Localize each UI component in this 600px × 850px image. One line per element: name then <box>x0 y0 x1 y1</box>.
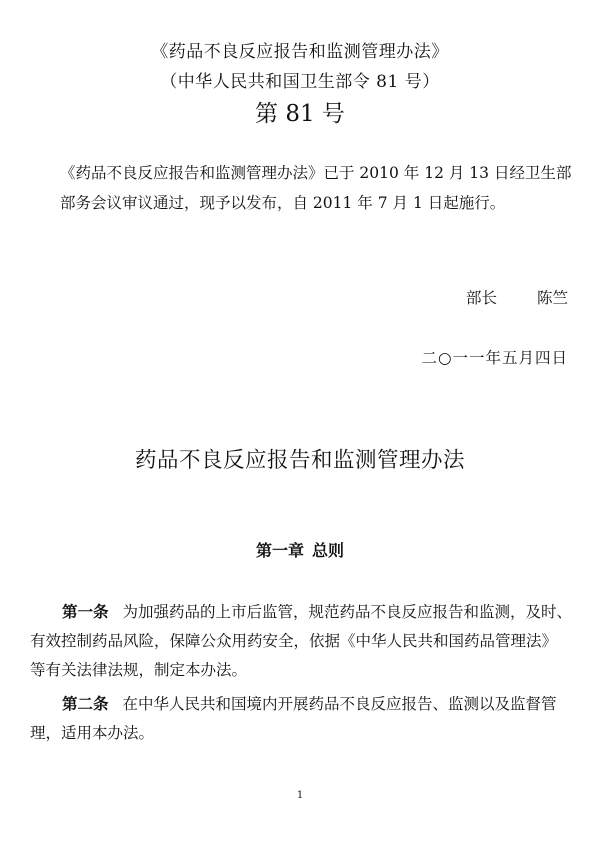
chapter-name: 总则 <box>312 541 345 560</box>
article-2-text-line2: 理，适用本办法。 <box>30 724 155 742</box>
article-1-text-line2: 有效控制药品风险，保障公众用药安全，依据《中华人民共和国药品管理法》 <box>30 632 558 650</box>
announcement-line2: 部务会议审议通过，现予以发布，自 2011 年 7 月 1 日起施行。 <box>60 194 506 212</box>
article-1-text-line1: 为加强药品的上市后监管，规范药品不良反应报告和监测，及时、 <box>122 603 573 621</box>
article-1-text-line3: 等有关法律法规，制定本办法。 <box>30 661 248 679</box>
announcement-paragraph <box>60 158 572 218</box>
article-2-number: 第二条 <box>62 695 109 713</box>
announcement-line1: 《药品不良反应报告和监测管理办法》已于 2010 年 12 月 13 日经卫生部 <box>60 164 572 182</box>
article-1 <box>30 598 575 685</box>
law-title: 药品不良反应报告和监测管理办法 <box>134 448 465 473</box>
article-1-number: 第一条 <box>62 603 109 621</box>
signature-position: 部长 <box>465 289 497 307</box>
document-title-line1: 《药品不良反应报告和监测管理办法》 <box>151 42 449 62</box>
chapter-heading <box>0 538 600 561</box>
article-2-text-line1: 在中华人民共和国境内开展药品不良反应报告、监测以及监督管 <box>122 695 557 713</box>
page-number: 1 <box>296 790 304 801</box>
signature <box>466 286 568 308</box>
signature-name: 陈竺 <box>536 289 568 307</box>
issue-date: 二○一一年五月四日 <box>421 349 568 367</box>
document-title-line2: （中华人民共和国卫生部令 81 号） <box>160 72 440 92</box>
order-number: 第 81 号 <box>255 101 345 127</box>
chapter-number: 第一章 <box>255 541 304 560</box>
article-2 <box>30 690 575 748</box>
